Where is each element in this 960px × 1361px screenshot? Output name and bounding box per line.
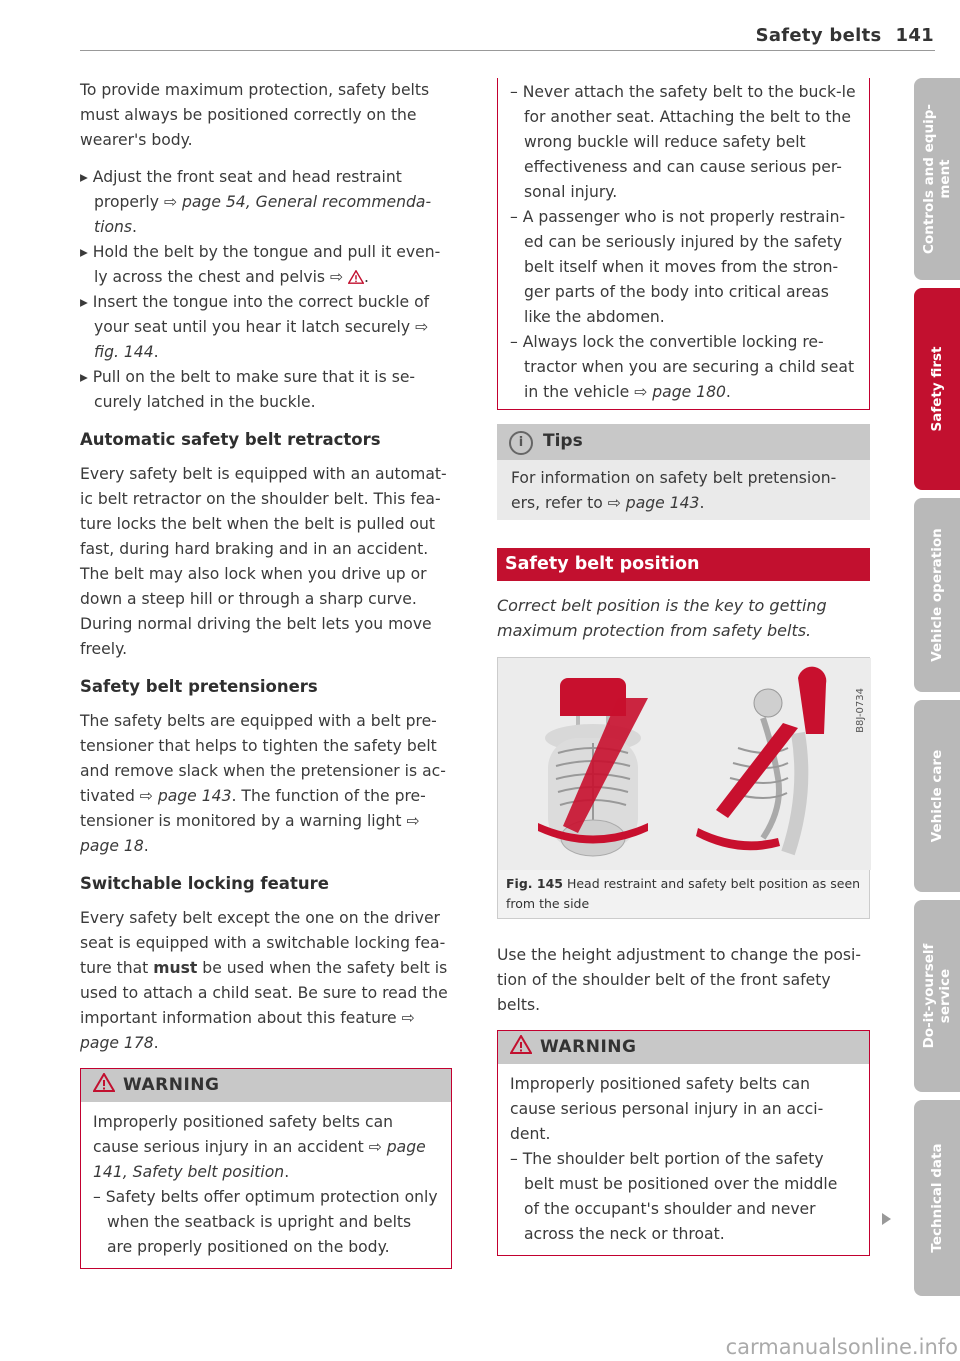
page-link[interactable]: ⇨ page 143 — [607, 494, 700, 512]
heading-retractors: Automatic safety belt retractors — [80, 430, 381, 449]
page-link[interactable]: ⇨ page 178 — [80, 1009, 415, 1052]
warning-item: – Safety belts offer optimum protection only when the seatback is upright and belts are properly positioned on the body. — [93, 1188, 438, 1256]
page-link[interactable]: ⇨ page 143 — [139, 787, 232, 805]
warning-header: WARNING — [498, 1031, 869, 1064]
warning-triangle-icon — [348, 270, 364, 284]
page-header — [756, 25, 934, 46]
tab-controls[interactable]: Controls and equip- ment — [914, 78, 960, 280]
warning-box-right — [497, 1030, 870, 1256]
step-2: ▸ Hold the belt by the tongue and pull it even-ly across the chest and pelvis ⇨ . — [80, 243, 441, 286]
warning-item: – Always lock the convertible locking re-tractor when you are securing a child seat in the vehicle ⇨ page 180. — [510, 333, 855, 401]
heading-locking: Switchable locking feature — [80, 874, 329, 893]
warning-box-continued — [497, 78, 870, 410]
header-rule — [80, 50, 935, 51]
position-paragraph: Use the height adjustment to change the posi-tion of the shoulder belt of the front safety belts. — [497, 946, 861, 1014]
step-1: ▸ Adjust the front seat and head restraint properly ⇨ page 54, General recommenda-tions. — [80, 168, 432, 236]
locking-paragraph: Every safety belt except the one on the driver seat is equipped with a switchable locking fea-ture that must be used when the safety belt is used to attach a child seat. Be sure to read the important information about this feature ⇨ page 178. — [80, 909, 448, 1052]
warning-header: WARNING — [81, 1069, 451, 1102]
tab-vehicle-operation[interactable]: Vehicle operation — [914, 498, 960, 692]
pretensioners-paragraph: The safety belts are equipped with a belt pre-tensioner that helps to tighten the safety belt and remove slack when the pretensioner is ac-tivated ⇨ page 143. The function of the pre-tensioner is monitored by a warning light ⇨ page 18. — [80, 712, 446, 855]
warning-triangle-icon — [93, 1073, 115, 1092]
section-intro: Correct belt position is the key to getting maximum protection from safety belts. — [497, 596, 827, 640]
warning-item: – A passenger who is not properly restrain-ed can be seriously injured by the safety belt itself when it moves from the stron-ger parts of the body into critical areas like the abdomen. — [510, 208, 846, 326]
page-link[interactable]: ⇨ page 18 — [80, 812, 420, 855]
left-column — [80, 78, 452, 1269]
tips-header: i Tips — [497, 424, 870, 460]
figure-145 — [497, 657, 870, 919]
tab-vehicle-care[interactable]: Vehicle care — [914, 700, 960, 892]
figure-link[interactable]: ⇨ fig. 144 — [94, 318, 429, 361]
tab-safety-first[interactable]: Safety first — [914, 288, 960, 490]
step-3: ▸ Insert the tongue into the correct buckle of your seat until you hear it latch securely ⇨ fig. 144. — [80, 293, 430, 361]
warning-triangle-icon — [510, 1035, 532, 1054]
intro-paragraph: To provide maximum protection, safety belts must always be positioned correctly on the wearer's body. — [80, 81, 430, 149]
info-icon: i — [509, 431, 533, 455]
continue-arrow-icon — [882, 1213, 891, 1225]
warning-box-left — [80, 1068, 452, 1269]
retractors-paragraph: Every safety belt is equipped with an automat-ic belt retractor on the shoulder belt. This fea-ture locks the belt when the belt is pulled out fast, during hard braking and in an accident. The belt may also lock when you drive up or down a steep hill or through a sharp curve. During normal driving the belt lets you move freely. — [80, 465, 447, 658]
figure-caption: Fig. 145 Head restraint and safety belt position as seen from the side — [498, 870, 869, 918]
right-column — [497, 78, 870, 1256]
skeleton-seatbelt-illustration — [498, 658, 871, 870]
page-link[interactable]: ⇨ page 141, Safety belt position — [93, 1138, 426, 1181]
warning-item: – The shoulder belt portion of the safety belt must be positioned over the middle of the occupant's shoulder and never across the neck or throat. — [510, 1150, 838, 1243]
figure-code: B8J-0734 — [855, 688, 866, 733]
warning-body: Improperly positioned safety belts can cause serious personal injury in an acci-dent. – The shoulder belt portion of the safety belt must be positioned over the middle of the occupant's shoulder and never across the neck or throat. — [498, 1064, 869, 1255]
tab-do-it-yourself[interactable]: Do-it-yourself service — [914, 900, 960, 1092]
page-number: 141 — [895, 25, 934, 46]
heading-pretensioners: Safety belt pretensioners — [80, 677, 318, 696]
step-4: ▸ Pull on the belt to make sure that it is se-curely latched in the buckle. — [80, 368, 416, 411]
page-link[interactable]: ⇨ page 54, General recommenda-tions — [94, 193, 432, 236]
warning-body: Improperly positioned safety belts can cause serious injury in an accident ⇨ page 141, Safety belt position. – Safety belts offer optimum protection only when the seatback is upright and belts are properly positioned on the body. — [81, 1102, 451, 1268]
tips-box — [497, 424, 870, 520]
section-heading: Safety belt position — [497, 548, 870, 581]
section-title: Safety belts — [755, 25, 882, 46]
tips-body: For information on safety belt pretension-ers, refer to ⇨ page 143. — [511, 469, 837, 512]
figure-label: Fig. 145 — [506, 876, 563, 891]
page-link[interactable]: ⇨ page 180 — [634, 383, 726, 401]
warning-item: – Never attach the safety belt to the buck-le for another seat. Attaching the belt to the wrong buckle will reduce safety belt effectiveness and can cause serious per-sonal injury. — [510, 83, 856, 201]
watermark: carmanualsonline.info — [725, 1335, 958, 1359]
tab-technical-data[interactable]: Technical data — [914, 1100, 960, 1296]
